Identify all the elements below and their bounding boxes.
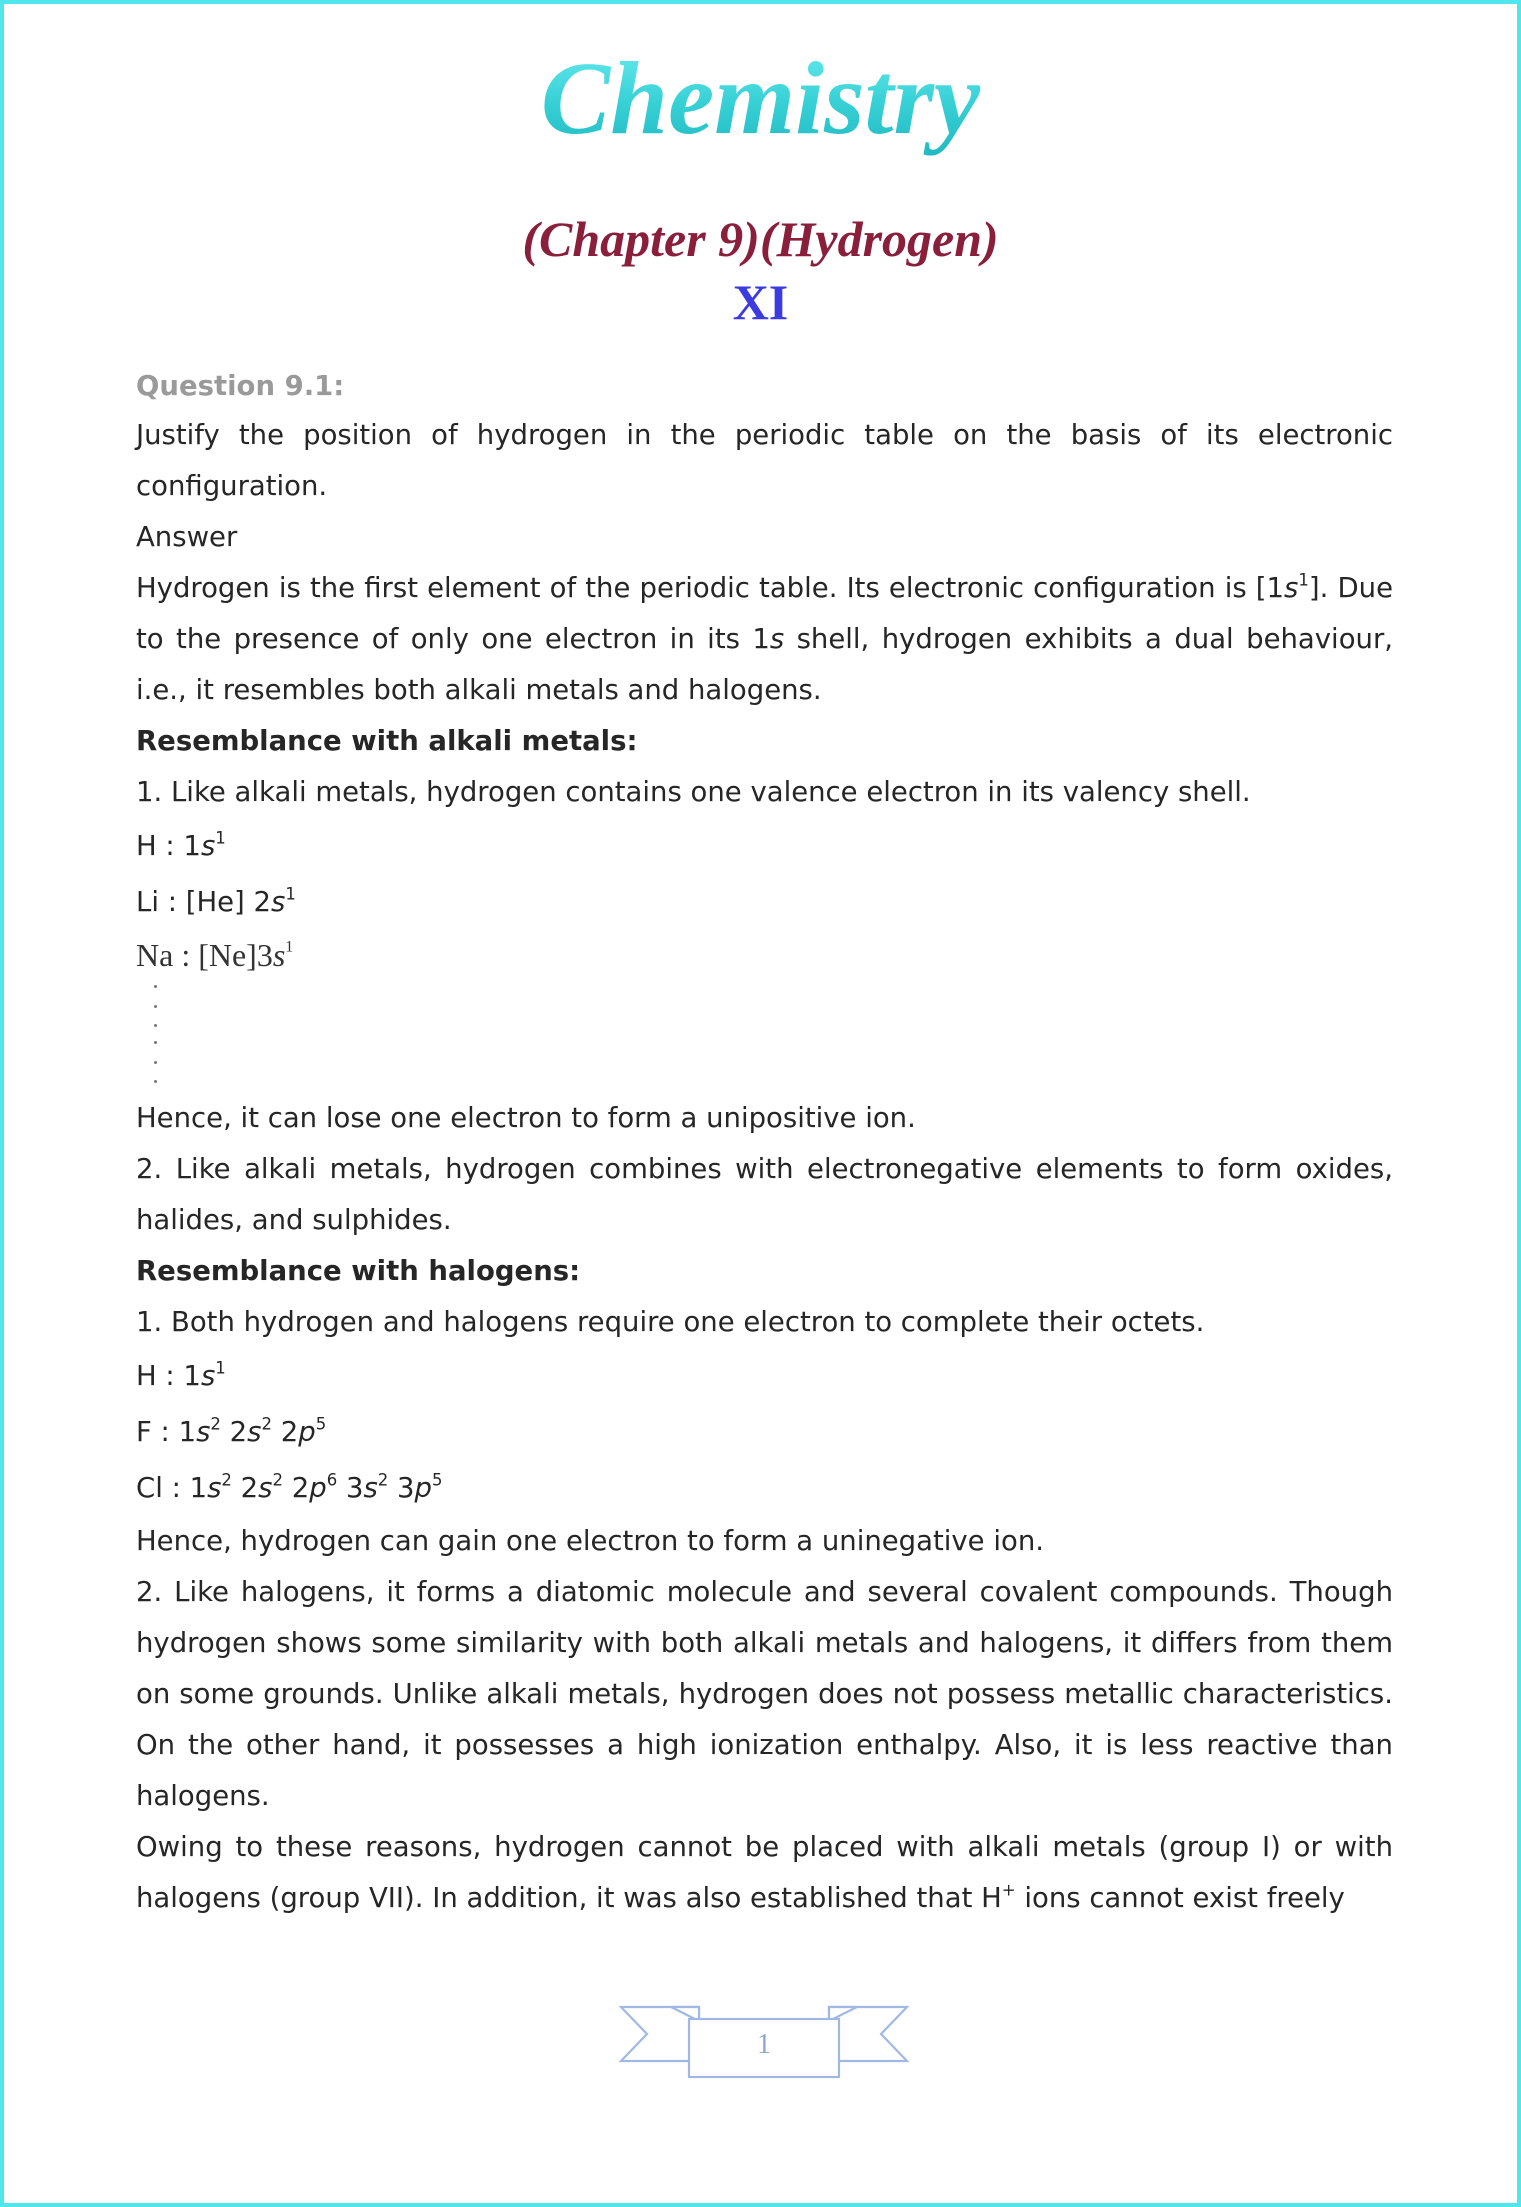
document-body [136,362,1393,1924]
page-footer [619,1999,909,2079]
chapter-heading: (Chapter 9)(Hydrogen) [522,211,999,267]
halogens-point-1: 1. Both hydrogen and halogens require one electron to complete their octets. [136,1306,1205,1338]
cl-configuration: Cl : $1s^2$ $2s^2$ $2p^6$ $3s^2$ $3p^5$ [136,1470,443,1504]
halogens-conclusion: Hence, hydrogen can gain one electron to form a uninegative ion. [136,1525,1044,1557]
h-configuration-halogen: H : $1s^1$ [136,1358,226,1392]
halogens-point-2: 2. Like halogens, it forms a diatomic molecule and several covalent compounds. Though hydrogen shows some similarity with both alkali metals and halogens, it differs from them on some grounds. Unlike alkali metals, hydrogen does not possess metallic characteristics. On the other hand, it possesses a high ionization enthalpy. Also, it is less reactive than halogens. [136,1576,1393,1812]
alkali-point-2: 2. Like alkali metals, hydrogen combines with electronegative elements to form oxides, halides, and sulphides. [136,1153,1393,1236]
page-number: 1 [757,2029,771,2060]
alkali-heading: Resemblance with alkali metals: [136,725,638,757]
li-configuration: Li : [He] $2s^1$ [136,884,296,918]
vertical-ellipsis-icon [154,1037,164,1087]
question-label: Question 9.1: [136,370,345,402]
na-configuration: Na : $[Ne]3s^1$ [136,937,294,973]
vertical-ellipsis-icon [154,981,164,1031]
alkali-conclusion: Hence, it can lose one electron to form a unipositive ion. [136,1102,916,1134]
f-configuration: F : $1s^2$ $2s^2$ $2p^5$ [136,1414,327,1448]
alkali-point-1: 1. Like alkali metals, hydrogen contains one valence electron in its valency shell. [136,776,1251,808]
page-title: Chemistry [4,34,1517,164]
grade-heading: XI [732,274,789,330]
answer-label: Answer [136,521,238,553]
question-text: Justify the position of hydrogen in the periodic table on the basis of its electronic configuration. [136,419,1393,502]
answer-intro: Hydrogen is the first element of the periodic table. Its electronic configuration is $[1s^1]$. Due to the presence of only one electron in its 1s shell, hydrogen exhibits a dual behaviour, i.e., it resembles both alkali metals and halogens. [136,570,1393,706]
final-paragraph: Owing to these reasons, hydrogen cannot be placed with alkali metals (group I) or with halogens (group VII). In addition, it was also established that H+ ions cannot exist freely [136,1831,1393,1914]
h-configuration: H : $1s^1$ [136,828,226,862]
halogens-heading: Resemblance with halogens: [136,1255,581,1287]
